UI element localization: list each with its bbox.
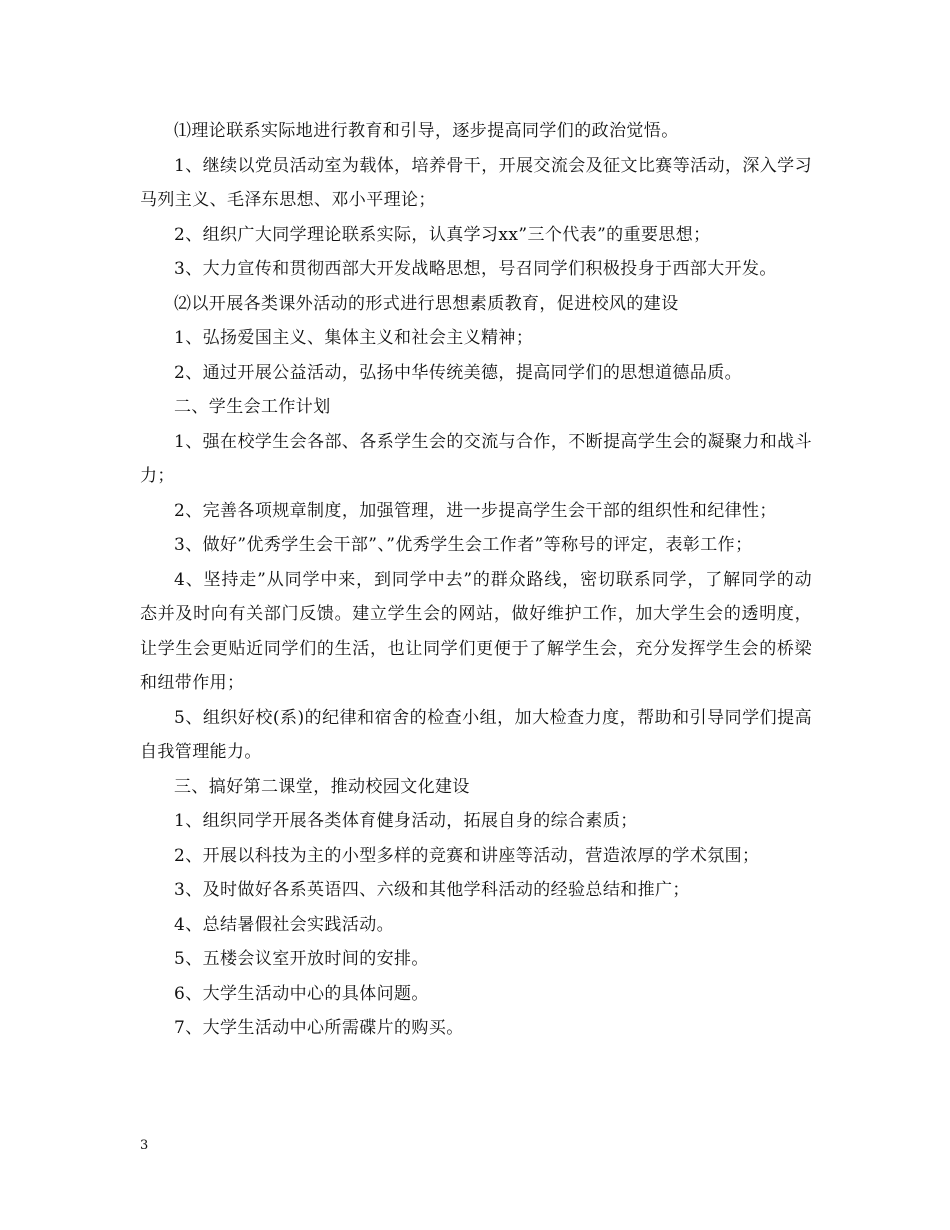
paragraph: 1、强在校学生会各部、各系学生会的交流与合作，不断提高学生会的凝聚力和战斗力； bbox=[140, 431, 812, 486]
page-number: 3 bbox=[140, 1138, 149, 1153]
paragraph: 1、弘扬爱国主义、集体主义和社会主义精神； bbox=[174, 328, 534, 348]
paragraph: 2、完善各项规章制度，加强管理，进一步提高学生会干部的组织性和纪律性； bbox=[174, 500, 777, 521]
paragraph: 3、做好”优秀学生会干部”、”优秀学生会工作者”等称号的评定，表彰工作； bbox=[174, 535, 753, 555]
paragraph: 5、组织好校(系)的纪律和宿舍的检查小组，加大检查力度，帮助和引导同学们提高自我管理能力。 bbox=[140, 707, 812, 762]
paragraph: 2、组织广大同学理论联系实际，认真学习xx”三个代表”的重要思想； bbox=[174, 224, 711, 245]
paragraph: 5、五楼会议室开放时间的安排。 bbox=[174, 949, 429, 969]
paragraph: 7、大学生活动中心所需碟片的购买。 bbox=[174, 1018, 464, 1038]
paragraph: 1、组织同学开展各类体育健身活动，拓展自身的综合素质； bbox=[174, 811, 638, 831]
paragraph: 2、开展以科技为主的小型多样的竞赛和讲座等活动，营造浓厚的学术氛围； bbox=[174, 845, 760, 866]
paragraph: 6、大学生活动中心的具体问题。 bbox=[174, 983, 429, 1004]
paragraph: ⑵以开展各类课外活动的形式进行思想素质教育，促进校风的建设 bbox=[174, 293, 679, 314]
paragraph: 3、大力宣传和贯彻西部大开发战略思想，号召同学们积极投身于西部大开发。 bbox=[174, 259, 777, 279]
paragraph: 4、总结暑假社会实践活动。 bbox=[174, 914, 395, 935]
paragraph: ⑴理论联系实际地进行教育和引导，逐步提高同学们的政治觉悟。 bbox=[174, 121, 679, 141]
paragraph: 1、继续以党员活动室为载体，培养骨干，开展交流会及征文比赛等活动，深入学习马列主义、毛泽东思想、邓小平理论； bbox=[140, 155, 812, 210]
section-heading: 二、学生会工作计划 bbox=[174, 397, 331, 417]
section-heading: 三、搞好第二课堂，推动校园文化建设 bbox=[174, 776, 470, 797]
document-body bbox=[140, 114, 812, 1046]
paragraph: 2、通过开展公益活动，弘扬中华传统美德，提高同学们的思想道德品质。 bbox=[174, 362, 743, 383]
paragraph: 4、坚持走”从同学中来，到同学中去”的群众路线，密切联系同学，了解同学的动态并及时向有关部门反馈。建立学生会的网站，做好维护工作，加大学生会的透明度，让学生会更贴近同学们的生活，也让同学们更便于了解学生会，充分发挥学生会的桥梁和纽带作用； bbox=[140, 569, 812, 693]
paragraph: 3、及时做好各系英语四、六级和其他学科活动的经验总结和推广； bbox=[174, 880, 690, 900]
